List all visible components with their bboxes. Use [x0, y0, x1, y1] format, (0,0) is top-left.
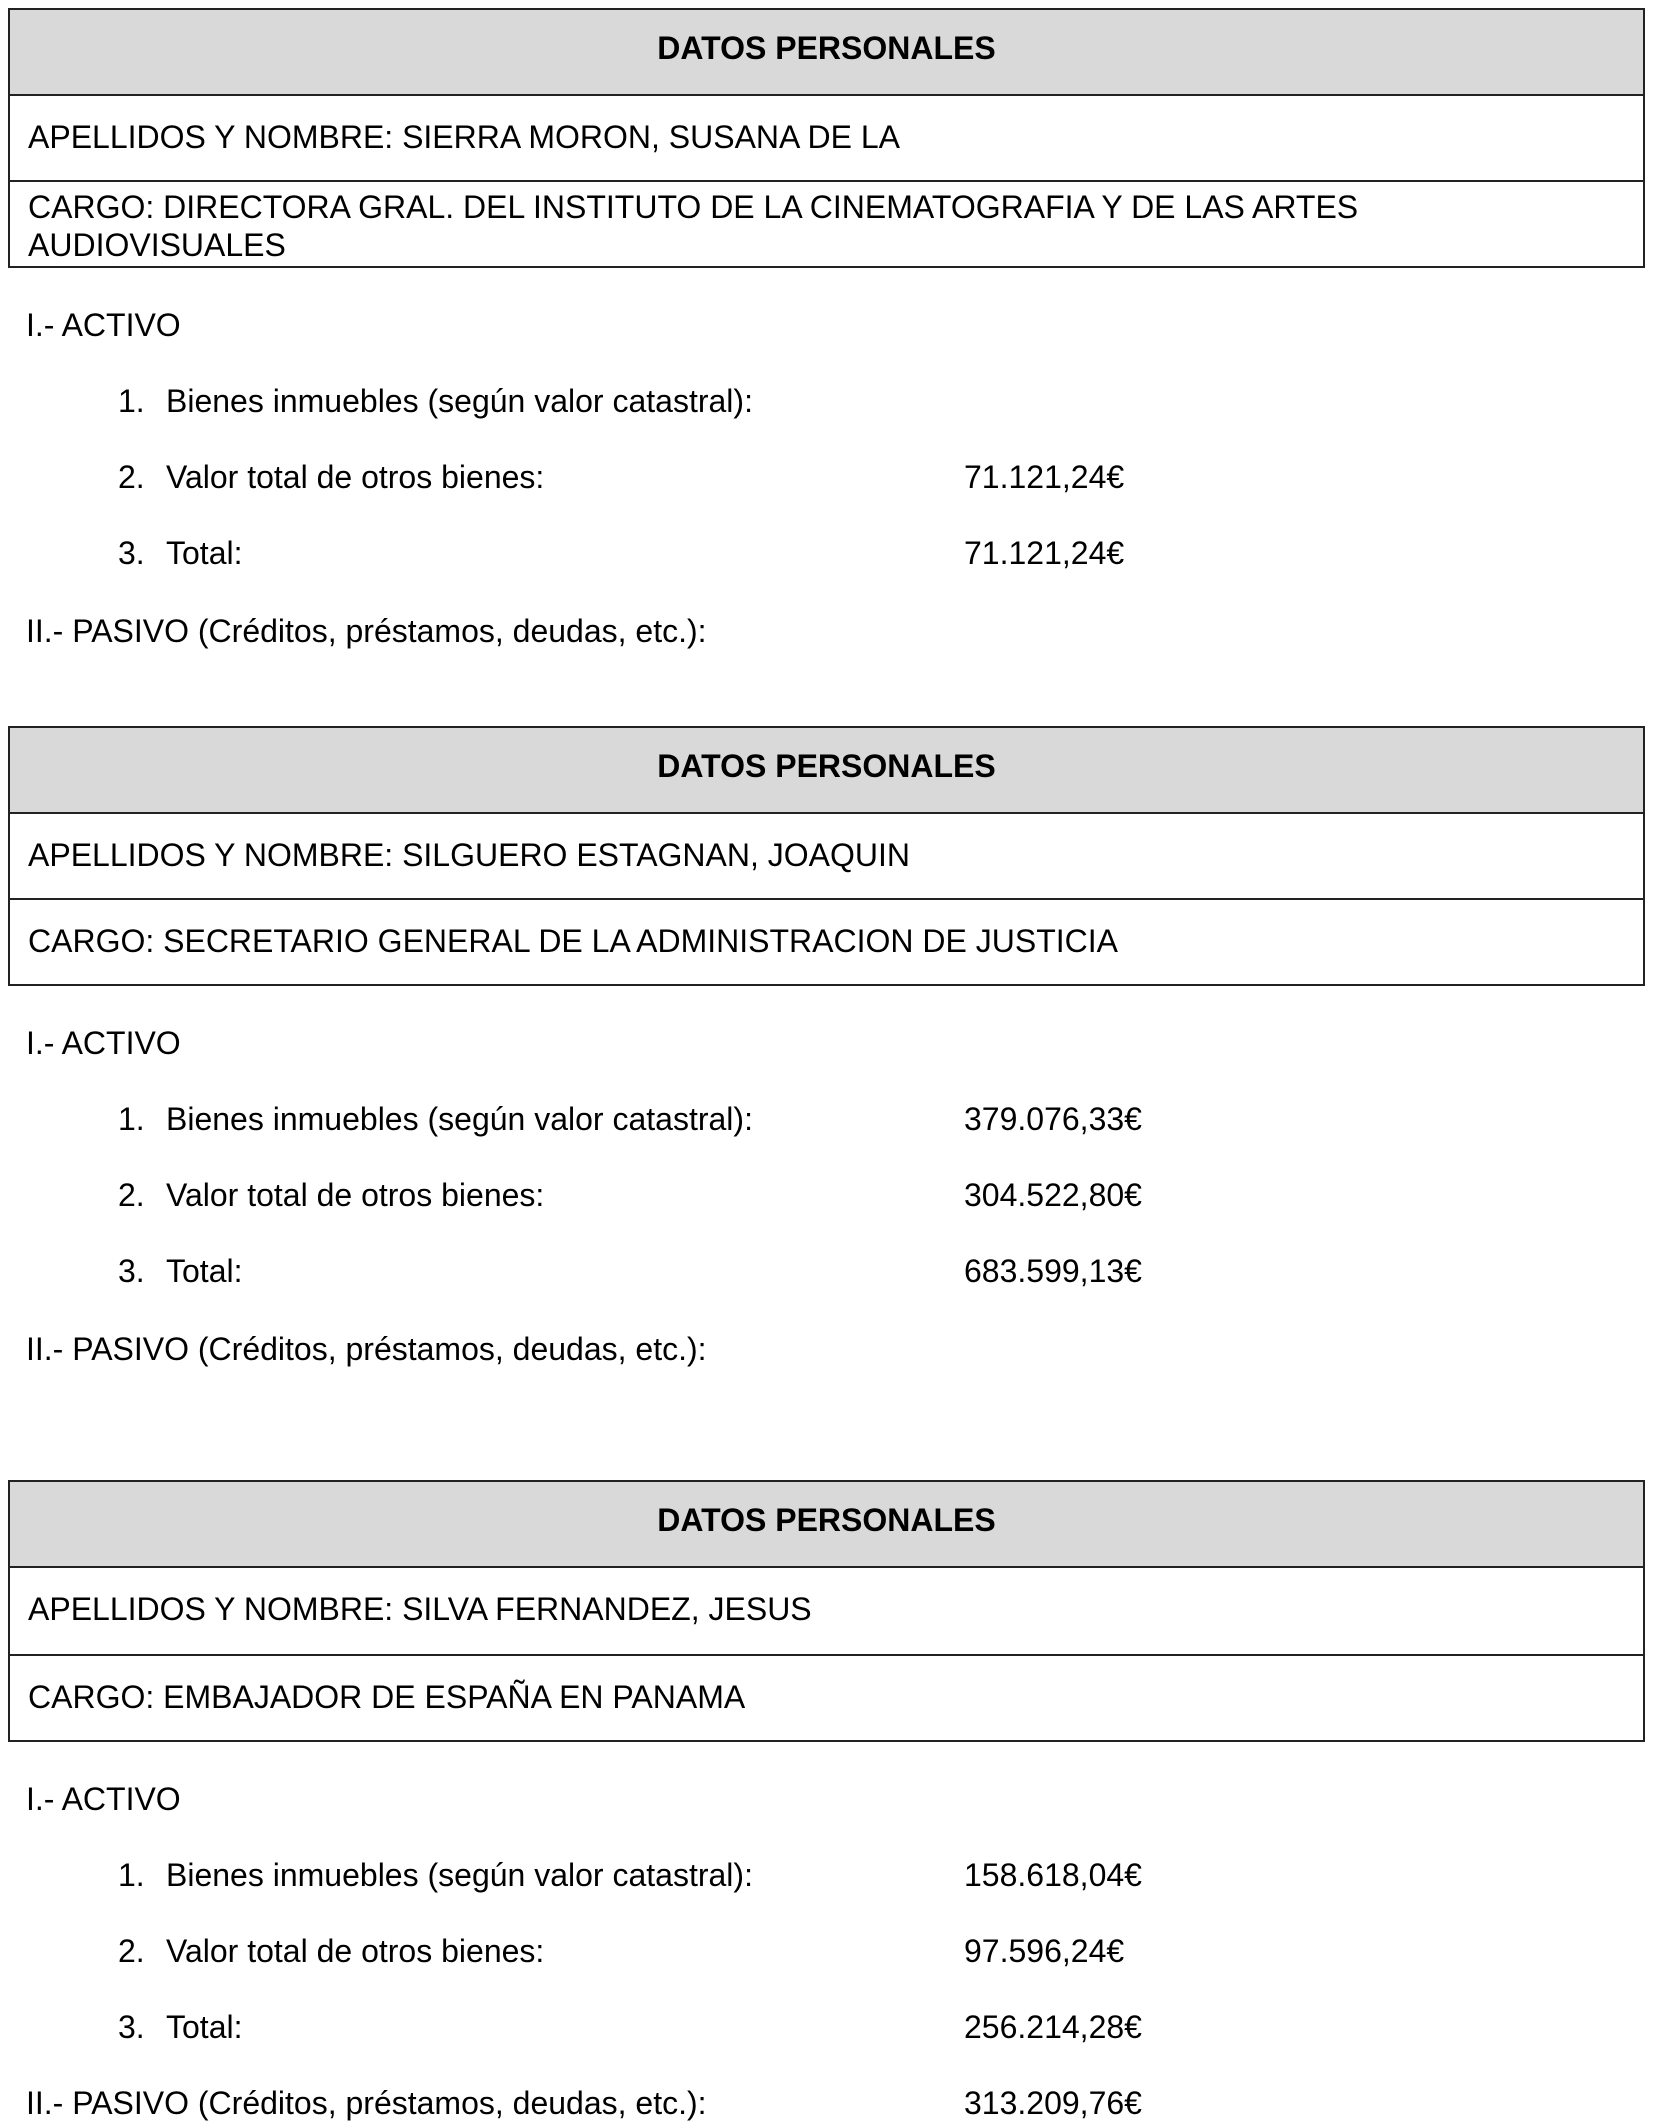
item-number: 2. [118, 459, 145, 495]
activo-label: I.- ACTIVO [26, 1025, 181, 1061]
item-number: 3. [118, 1253, 145, 1289]
item-number: 1. [118, 1857, 145, 1893]
item-label: Valor total de otros bienes: [166, 1933, 545, 1969]
cargo-row [10, 900, 1643, 984]
name-text: APELLIDOS Y NOMBRE: SILGUERO ESTAGNAN, JOAQUIN [28, 837, 910, 873]
cargo-row [10, 1656, 1643, 1740]
item-value: 97.596,24€ [964, 1933, 1125, 1969]
name-row [10, 814, 1643, 900]
item-label: Bienes inmuebles (según valor catastral): [166, 1857, 753, 1893]
item-label: Total: [166, 2009, 243, 2045]
activo-label: I.- ACTIVO [26, 1781, 181, 1817]
name-text: APELLIDOS Y NOMBRE: SILVA FERNANDEZ, JESUS [28, 1591, 812, 1627]
box-header [10, 1482, 1643, 1568]
header-title: DATOS PERSONALES [657, 30, 996, 66]
item-number: 2. [118, 1933, 145, 1969]
personal-data-box [8, 1480, 1645, 1742]
header-title: DATOS PERSONALES [657, 1502, 996, 1538]
item-number: 3. [118, 535, 145, 571]
item-number: 1. [118, 1101, 145, 1137]
box-header [10, 728, 1643, 814]
pasivo-value: 313.209,76€ [964, 2085, 1142, 2121]
personal-data-box [8, 726, 1645, 986]
item-value: 379.076,33€ [964, 1101, 1142, 1137]
item-number: 1. [118, 383, 145, 419]
item-number: 2. [118, 1177, 145, 1213]
pasivo-label: II.- PASIVO (Créditos, préstamos, deudas, etc.): [26, 613, 707, 649]
name-row [10, 1568, 1643, 1656]
activo-label: I.- ACTIVO [26, 307, 181, 343]
item-value: 256.214,28€ [964, 2009, 1142, 2045]
item-value: 71.121,24€ [964, 535, 1125, 571]
item-label: Bienes inmuebles (según valor catastral): [166, 383, 753, 419]
personal-data-box [8, 8, 1645, 268]
name-row [10, 96, 1643, 182]
item-value: 158.618,04€ [964, 1857, 1142, 1893]
item-label: Total: [166, 1253, 243, 1289]
item-value: 71.121,24€ [964, 459, 1125, 495]
header-title: DATOS PERSONALES [657, 748, 996, 784]
pasivo-label: II.- PASIVO (Créditos, préstamos, deudas, etc.): [26, 2085, 707, 2121]
item-label: Valor total de otros bienes: [166, 459, 545, 495]
item-label: Total: [166, 535, 243, 571]
item-value: 683.599,13€ [964, 1253, 1142, 1289]
box-header [10, 10, 1643, 96]
item-number: 3. [118, 2009, 145, 2045]
item-label: Valor total de otros bienes: [166, 1177, 545, 1213]
cargo-text: CARGO: DIRECTORA GRAL. DEL INSTITUTO DE LA CINEMATOGRAFIA Y DE LAS ARTES AUDIOVISUALES [28, 189, 1359, 263]
cargo-text: CARGO: SECRETARIO GENERAL DE LA ADMINISTRACION DE JUSTICIA [28, 923, 1118, 959]
name-text: APELLIDOS Y NOMBRE: SIERRA MORON, SUSANA DE LA [28, 119, 900, 155]
item-label: Bienes inmuebles (según valor catastral): [166, 1101, 753, 1137]
cargo-row [10, 182, 1643, 266]
item-value: 304.522,80€ [964, 1177, 1142, 1213]
cargo-text: CARGO: EMBAJADOR DE ESPAÑA EN PANAMA [28, 1679, 746, 1715]
pasivo-label: II.- PASIVO (Créditos, préstamos, deudas, etc.): [26, 1331, 707, 1367]
